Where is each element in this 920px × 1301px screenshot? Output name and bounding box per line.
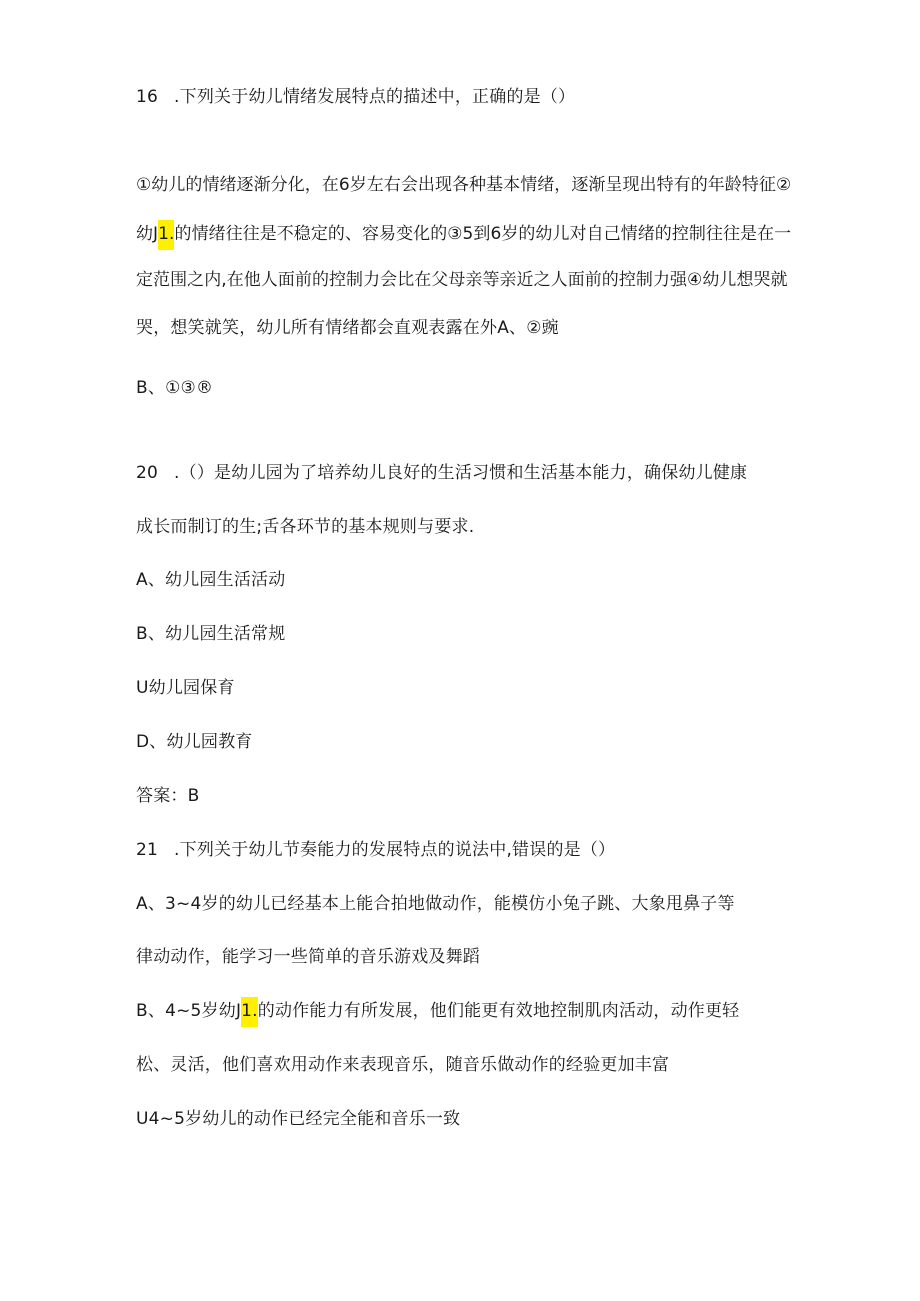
q16-option-b: B、①③® <box>136 378 214 398</box>
q16-stem-text: .下列关于幼儿情绪发展特点的描述中，正确的是（） <box>174 87 576 107</box>
q21-option-b-line-2: 松、灵活，他们喜欢用动作来表现音乐，随音乐做动作的经验更加丰富 <box>136 1055 670 1075</box>
q21-stem-text: .下列关于幼儿节奏能力的发展特点的说法中,错误的是（） <box>174 840 616 860</box>
q21-stem <box>136 838 615 862</box>
q20-option-b: B、幼儿园生活常规 <box>136 624 286 644</box>
q21-option-c: U4~5岁幼儿的动作已经完全能和音乐一致 <box>136 1109 461 1129</box>
q16-stem <box>136 85 575 109</box>
q16-text-line-4: 哭，想笑就笑，幼儿所有情绪都会直观表露在外A、②豌 <box>136 318 559 338</box>
q21-option-b-line-1-b: 的动作能力有所发展，他们能更有效地控制肌肉活动，动作更轻 <box>257 1001 740 1021</box>
q16-number: 16 <box>136 87 159 107</box>
q20-option-d: D、幼儿园教育 <box>136 732 253 752</box>
q16-text-line-2-b: 的情绪往往是不稳定的、容易变化的③5到6岁的幼儿对自己情绪的控制往往是在一 <box>174 224 792 244</box>
q21-option-a-line-2: 律动动作，能学习一些简单的音乐游戏及舞蹈 <box>136 947 480 967</box>
q21-option-b-line-1-a: B、4~5岁幼J <box>136 1001 242 1021</box>
q21-option-b-line-1 <box>136 999 739 1023</box>
q20-number: 20 <box>136 463 159 483</box>
highlight-mark: 1. <box>241 997 258 1027</box>
q16-text-line-2 <box>136 222 791 246</box>
q21-number: 21 <box>136 840 159 860</box>
q20-option-c: U幼儿园保育 <box>136 678 235 698</box>
q16-text-line-1: ①幼儿的情绪逐渐分化，在6岁左右会出现各种基本情绪，逐渐呈现出特有的年龄特征② <box>136 175 792 195</box>
highlight-mark: 1. <box>158 220 174 250</box>
q20-stem <box>136 461 747 485</box>
q20-stem-text: .（）是幼儿园为了培养幼儿良好的生活习惯和生活基本能力，确保幼儿健康 <box>174 463 748 483</box>
q21-option-a-line-1: A、3~4岁的幼儿已经基本上能合拍地做动作，能模仿小兔子跳、大象甩鼻子等 <box>136 894 735 914</box>
q20-stem-line-2: 成长而制订的生;舌各环节的基本规则与要求. <box>136 517 475 537</box>
q16-text-line-3: 定范围之内,在他人面前的控制力会比在父母亲等亲近之人面前的控制力强④幼儿想哭就 <box>136 270 788 290</box>
q16-text-line-2-a: 幼J <box>136 224 159 244</box>
q20-answer: 答案：B <box>136 786 200 806</box>
q20-option-a: A、幼儿园生活活动 <box>136 570 286 590</box>
